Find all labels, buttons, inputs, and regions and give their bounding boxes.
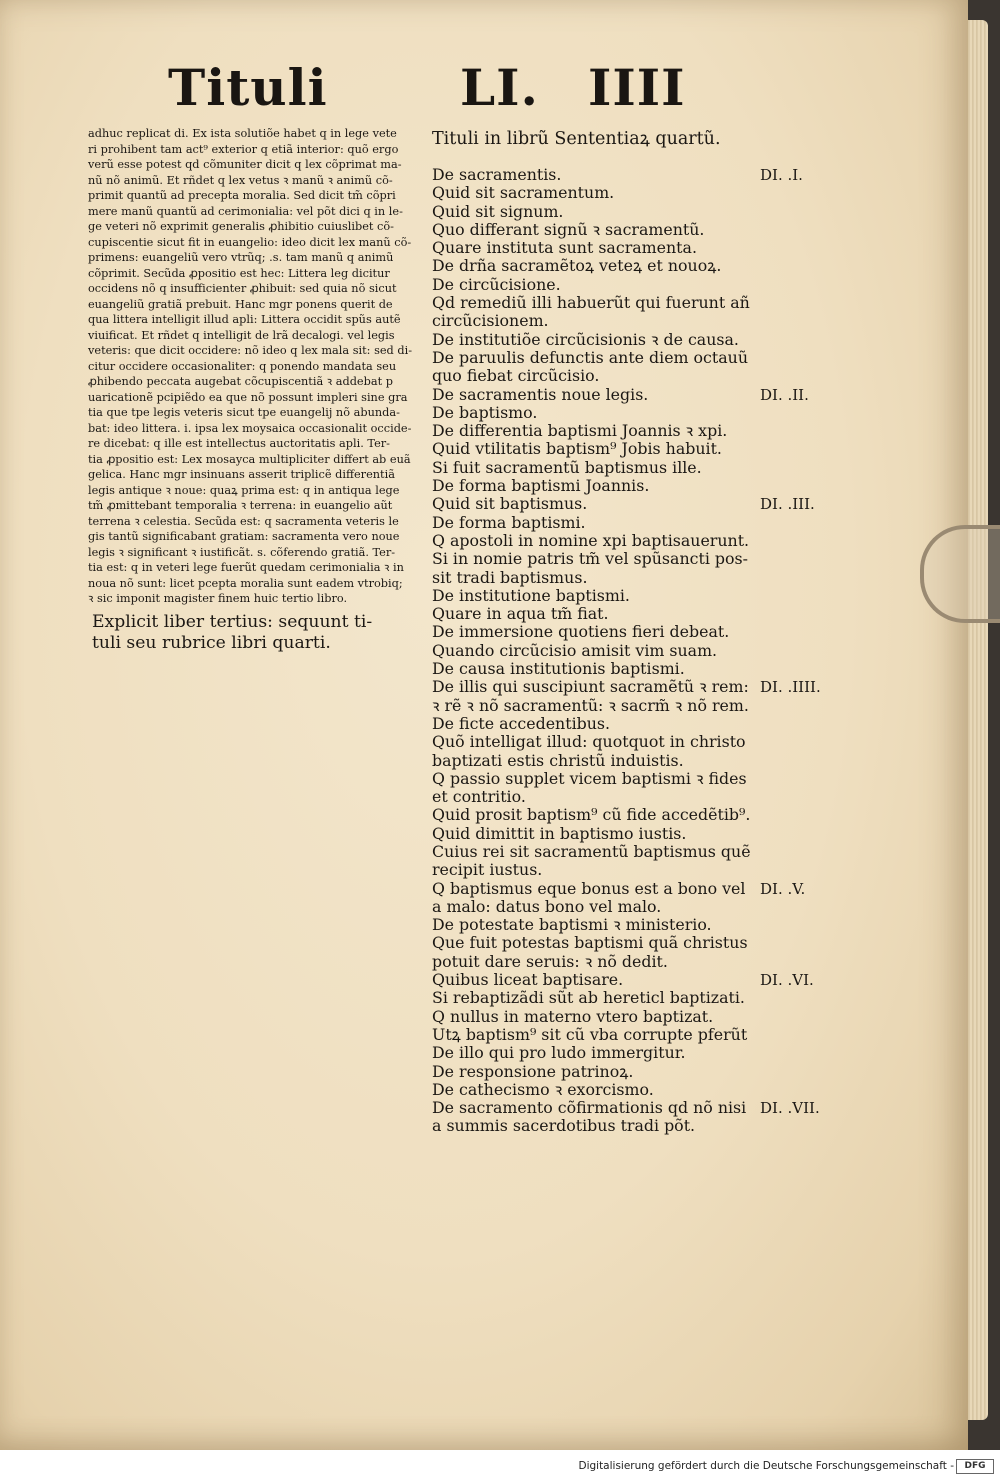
dfg-logo: DFG [956,1459,994,1474]
toc-entry [432,678,842,696]
toc-entry-title: De sacramentis. [432,165,562,184]
toc-entry [432,971,842,989]
toc-entry-title: Quare instituta sunt sacramenta. [432,238,697,258]
toc-entry-title: Quando circũcisio amisit vim suam. [432,640,718,660]
toc-entry-title: quo fiebat circũcisio. [432,366,600,386]
toc-entry [432,788,842,806]
commentary-line: tia est: q in veteri lege fuerũt quedam cerimonialia ꝛ in [88,561,404,574]
toc-entry [432,880,842,898]
toc-entry-title: Quõ intelligat illud: quotquot in christo [432,732,746,752]
toc-entry-title: sit tradi baptismus. [432,567,588,587]
toc-entry-title: Quibus liceat baptisare. [432,970,624,990]
toc-entry [432,642,842,660]
toc-entry [432,203,842,221]
toc-entry [432,312,842,330]
toc-entry-title: De sacramentis noue legis. [432,384,649,404]
commentary-line: legis ꝛ significant ꝛ iustificãt. s. cõferendo gratiã. Ter- [88,545,396,559]
toc-entry-title: De paruulis defunctis ante diem octauũ [432,347,749,367]
toc-entry [432,934,842,952]
commentary-line: bat: ideo littera. i. ipsa lex moysaica occasionalit occide- [88,421,412,435]
toc-entry-title: et contritio. [432,787,526,807]
toc-entry-title: De illo qui pro ludo immergitur. [432,1043,686,1063]
toc-entry [432,477,842,495]
toc-entry [432,221,842,239]
toc-entry [432,257,842,275]
distinction-marker: DI. .II. [760,385,809,404]
funding-credit: Digitalisierung gefördert durch die Deutsche Forschungsgemeinschaft - [578,1460,954,1472]
commentary-line: legis antique ꝛ noue: quaꝝ prima est: q in antiqua lege [88,483,400,497]
toc-entry [432,514,842,532]
toc-entry [432,1117,842,1135]
commentary-line: cupiscentie sicut fit in euangelio: ideo dicit lex manũ cõ- [88,235,412,249]
toc-entry-title: Quid sit sacramentum. [432,183,615,203]
commentary-line: re dicebat: q ille est intellectus auctoritatis apli. Ter- [88,437,390,450]
toc-entry [432,166,842,184]
toc-entry-title: Quare in aqua tm̃ fiat. [432,604,609,624]
toc-entry-title: De potestate baptismi ꝛ ministerio. [432,915,712,935]
folio-number: LI. [460,58,539,117]
toc-entry [432,367,842,385]
toc-entry-title: Quid vtilitatis baptism⁹ Jobis habuit. [432,439,722,459]
toc-entry-title: De illis qui suscipiunt sacramẽtũ ꝛ rem: [432,677,749,697]
toc-entry [432,898,842,916]
toc-entry-title: Qd remediũ illi habuerũt qui fuerunt añ [432,293,750,313]
toc-entry [432,1063,842,1081]
toc-entry [432,953,842,971]
toc-entry-title: circũcisionem. [432,311,549,331]
toc-entry [432,532,842,550]
toc-entry [432,605,842,623]
toc-entry-title: Quid sit baptismus. [432,494,588,514]
toc-entry-title: Si fuit sacramentũ baptismus ille. [432,457,702,477]
page-clip [920,525,1000,623]
toc-entry-title: Utꝝ baptism⁹ sit cũ vba corrupte pferũt [432,1024,748,1044]
toc-entry [432,386,842,404]
commentary-line: cõprimit. Secũda ꝓpositio est hec: Littera leg dicitur [88,266,390,280]
toc-entry [432,916,842,934]
distinction-marker: DI. .I. [760,166,803,184]
toc-entry [432,184,842,202]
toc-entry-title: a summis sacerdotibus tradi põt. [432,1116,696,1136]
toc-entry-title: recipit iustus. [432,860,543,880]
commentary-line: uaricationẽ pcipiẽdo ea que nõ possunt impleri sine gra [88,390,408,404]
toc-entry-title: De cathecismo ꝛ exorcismo. [432,1079,654,1099]
toc-entry-title: Que fuit potestas baptismi quã christus [432,933,748,953]
toc-entry-title: De responsione patrinoꝝ. [432,1061,634,1081]
commentary-line: euangeliũ gratiã prebuit. Hanc mgr ponens querit de [88,297,393,311]
commentary-line: primit quantũ ad precepta moralia. Sed dicit tm̃ cõpri [88,189,396,202]
toc-entry-title: Quid prosit baptism⁹ cũ fide accedẽtib⁹. [432,805,751,825]
toc-entry-title: potuit dare seruis: ꝛ nõ dedit. [432,951,668,971]
toc-entry [432,276,842,294]
commentary-line: tia ꝓpositio est: Lex mosayca multipliciter differt ab euã [88,452,411,466]
toc-entry-title: De forma baptismi. [432,512,586,532]
toc-entry-title: Q apostoli in nomine xpi baptisauerunt. [432,530,750,550]
commentary-line: qua littera intelligit illud apli: Littera occidit spũs autẽ [88,313,401,326]
toc-entry-title: Si in nomie patris tm̃ vel spũsancti pos- [432,549,748,569]
toc-entry [432,660,842,678]
toc-entry [432,495,842,513]
toc-entry-title: Q nullus in materno vtero baptizat. [432,1006,714,1026]
digitization-footer [0,1452,1000,1480]
toc-entry [432,825,842,843]
toc-entry [432,861,842,879]
commentary-line: noua nõ sunt: licet pcepta moralia sunt eadem vtrobiq; [88,576,403,590]
toc-entry-title: De differentia baptismi Joannis ꝛ xpi. [432,421,728,441]
toc-entry [432,733,842,751]
toc-entry [432,1044,842,1062]
toc-entry [432,239,842,257]
toc-entry-title: Quid dimittit in baptismo iustis. [432,823,687,843]
toc-entry-title: De circũcisione. [432,274,561,294]
toc-entry [432,349,842,367]
toc-entry [432,294,842,312]
toc-entry-title: De causa institutionis baptismi. [432,659,685,679]
toc-entry-title: Quid sit signum. [432,201,564,221]
toc-entry [432,1026,842,1044]
toc-entry-title: baptizati estis christũ induistis. [432,750,684,770]
toc-entry-title: Cuius rei sit sacramentũ baptismus quẽ [432,841,751,861]
distinction-marker: DI. .IIII. [760,678,821,697]
toc-entry [432,422,842,440]
distinction-marker: DI. .VI. [760,971,814,990]
commentary-line: occidens nõ q insufficienter ꝓhibuit: sed quia nõ sicut [88,282,397,295]
commentary-line: primens: euangeliũ vero vtrũq; .s. tam manũ q animũ [88,251,394,264]
toc-entry [432,550,842,568]
commentary-line: veteris: que dicit occidere: nõ ideo q lex mala sit: sed di- [88,344,413,357]
toc-entry-title: ꝛ rẽ ꝛ nõ sacramentũ: ꝛ sacrm̃ ꝛ nõ rem. [432,695,749,715]
toc-entry [432,331,842,349]
commentary-line: ꝓhibendo peccata augebat cõcupiscentiã ꝛ addebat p [88,375,393,388]
commentary-line: mere manũ quantũ ad cerimonialia: vel põt dici q in le- [88,204,403,218]
toc-entry-title: a malo: datus bono vel malo. [432,896,662,916]
toc-entry [432,569,842,587]
commentary-line: adhuc replicat di. Ex ista solutiõe habet q in lege vete [88,127,397,140]
toc-entry [432,806,842,824]
toc-entry [432,440,842,458]
toc-entry-title: De ficte accedentibus. [432,713,611,733]
commentary-line: nũ nõ animũ. Et rñdet q lex vetus ꝛ manũ ꝛ animũ cõ- [88,173,393,187]
toc-entry-title: De institutiõe circũcisionis ꝛ de causa. [432,329,739,349]
commentary-line: verũ esse potest qd cõmuniter dicit q lex cõprimat ma- [88,158,402,171]
distinction-marker: DI. .V. [760,879,806,898]
explicit-line: Explicit liber tertius: sequunt ti- [92,612,373,632]
toc-entry-title: De institutione baptismi. [432,585,630,605]
commentary-line: ri prohibent tam act⁹ exterior q etiã interior: quõ ergo [88,142,399,156]
commentary-line: gis tantũ significabant gratiam: sacramenta vero noue [88,530,400,543]
toc-entry [432,459,842,477]
toc-entry [432,989,842,1007]
toc-entry [432,697,842,715]
commentary-line: citur occidere occasionaliter: q ponendo mandata seu [88,359,397,373]
toc-entry-title: De immersione quotiens fieri debeat. [432,622,730,642]
toc-entry [432,587,842,605]
toc-entry-title: Si rebaptizãdi sũt ab hereticl baptizati. [432,988,745,1008]
toc-entry-title: Q baptismus eque bonus est a bono vel [432,878,746,898]
distinction-marker: DI. .VII. [760,1099,820,1118]
commentary-line: ꝛ sic imponit magister finem huic tertio libro. [88,592,348,605]
toc-heading: Tituli in librũ Sententiaꝝ quartũ. [432,129,721,149]
commentary-line: tia que tpe legis veteris sicut tpe euangelij nõ abunda- [88,406,400,419]
toc-entry-title: De sacramento cõfirmationis qd nõ nisi [432,1098,747,1118]
toc-entry [432,752,842,770]
toc-entry-title: De baptismo. [432,402,538,422]
commentary-line: ge veteri nõ exprimit generalis ꝓhibitio cuiuslibet cõ- [88,220,394,233]
toc-entry [432,623,842,641]
toc-entry [432,715,842,733]
toc-entry [432,1008,842,1026]
distinction-marker: DI. .III. [760,495,815,514]
commentary-line: tm̃ ꝓmittebant temporalia ꝛ terrena: in euangelio aũt [88,499,393,512]
folio-number-b: IIII [588,58,686,117]
table-of-titles [432,166,842,1136]
toc-entry-title: De drña sacramẽtoꝝ veteꝝ et nouoꝝ. [432,256,722,276]
commentary-line: terrena ꝛ celestia. Secũda est: q sacramenta veteris le [88,514,399,528]
toc-entry [432,1099,842,1117]
commentary-column [88,126,423,607]
toc-entry [432,404,842,422]
toc-entry-title: Q passio supplet vicem baptismi ꝛ fides [432,768,747,788]
toc-entry [432,770,842,788]
explicit-line: tuli seu rubrice libri quarti. [92,633,331,653]
toc-entry-title: Quo differant signũ ꝛ sacramentũ. [432,219,705,239]
toc-entry-title: De forma baptismi Joannis. [432,476,650,496]
commentary-line: viuificat. Et rñdet q intelligit de lrã decalogi. vel legis [88,328,395,342]
toc-entry [432,843,842,861]
commentary-line: gelica. Hanc mgr insinuans asserit triplicẽ differentiã [88,468,395,481]
explicit-block [92,612,422,654]
toc-entry [432,1081,842,1099]
running-title: Tituli [168,58,328,117]
